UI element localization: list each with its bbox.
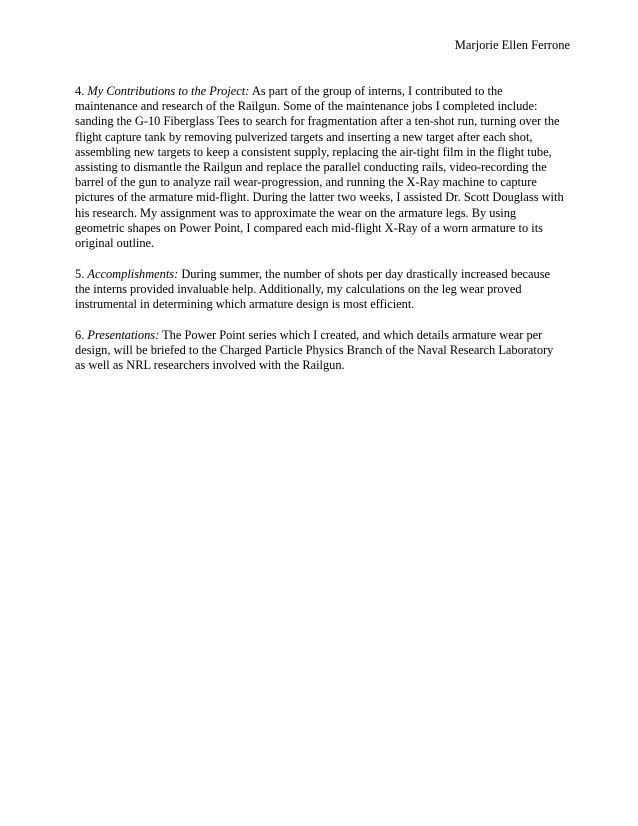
document-body — [75, 84, 565, 389]
section-heading: Accomplishments: — [87, 266, 179, 281]
section-contributions — [75, 84, 565, 251]
section-presentations — [75, 328, 565, 374]
section-number: 5. — [75, 266, 85, 281]
section-number: 4. — [75, 84, 85, 98]
section-body: During summer, the number of shots per day drastically increased because the interns provided invaluable help. Additionally, my calculations on the leg wear proved instrumental in determining which armature design is most efficient. — [75, 266, 551, 312]
header-author-name: Marjorie Ellen Ferrone — [454, 38, 570, 52]
section-heading: Presentations: — [87, 328, 160, 343]
section-body: As part of the group of interns, I contributed to the maintenance and research of the Railgun. Some of the maintenance jobs I completed include: sanding the G-10 Fiberglass Tees to search for fragmentation after a ten-shot run, turning over the flight capture tank by removing pulverized targets and inserting a new target after each shot, assembling new targets to keep a consistent supply, replacing the air-tight film in the flight tube, assisting to dismantle the Railgun and replace the parallel conducting rails, video-recording the barrel of the gun to analyze rail wear-progression, and running the X-Ray machine to capture pictures of the armature mid-flight. During the latter two weeks, I assisted Dr. Scott Douglass with his research. My assignment was to approximate the wear on the armature legs. By using geometric shapes on Power Point, I compared each mid-flight X-Ray of a worn armature to its original outline. — [75, 84, 564, 251]
section-body: The Power Point series which I created, and which details armature wear per design, will be briefed to the Charged Particle Physics Branch of the Naval Research Laboratory as well as NRL researchers involved with the Railgun. — [75, 328, 554, 373]
section-heading: My Contributions to the Project: — [87, 84, 250, 98]
section-accomplishments — [75, 267, 565, 313]
section-number: 6. — [75, 328, 85, 343]
